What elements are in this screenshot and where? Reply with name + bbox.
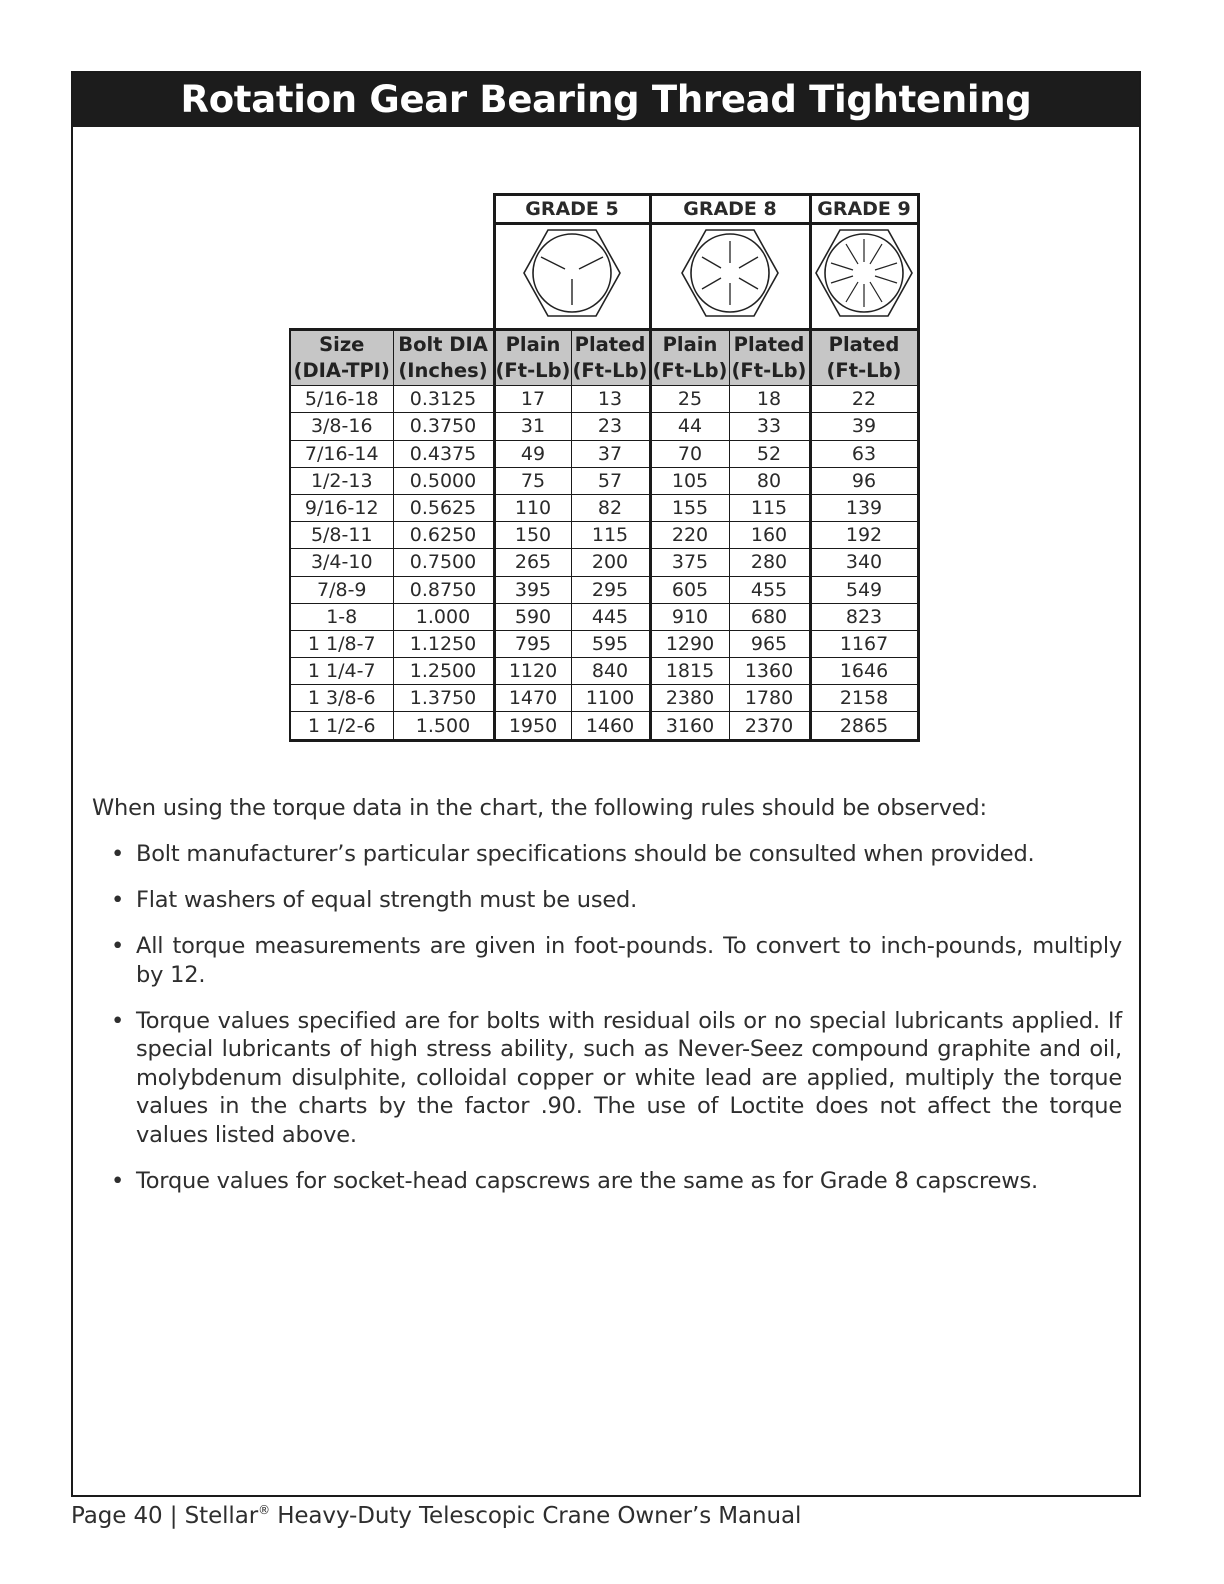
- manual-title: Heavy-Duty Telescopic Crane Owner’s Manual: [277, 1503, 802, 1529]
- cell-g9-plated: 96: [810, 467, 918, 494]
- cell-g8-plated: 1780: [729, 685, 810, 712]
- table-row: [290, 658, 918, 685]
- cell-size: 1-8: [290, 603, 393, 630]
- rule-item: • Flat washers of equal strength must be used.: [111, 887, 638, 913]
- cell-g5-plain: 31: [494, 413, 571, 440]
- cell-size: 3/4-10: [290, 549, 393, 576]
- cell-size: 9/16-12: [290, 494, 393, 521]
- rules-intro: When using the torque data in the chart, the following rules should be observed:: [92, 795, 987, 821]
- cell-g8-plain: 910: [650, 603, 729, 630]
- cell-size: 7/16-14: [290, 440, 393, 467]
- cell-size: 5/8-11: [290, 522, 393, 549]
- table-row: [290, 603, 918, 630]
- cell-g5-plain: 1120: [494, 658, 571, 685]
- rule-item: • Torque values specified are for bolts with residual oils or no special lubricants applied. If special lubricants of high stress ability, such as Never-Seez compound graphite and oil, molybdenum disulphite, colloidal copper or white lead are applied, multiply the torque values in the charts by the factor .90. The use of Loctite does not affect the torque values listed above.: [111, 1007, 1122, 1148]
- cell-size: 7/8-9: [290, 576, 393, 603]
- col-header-bolt-dia: Bolt DIA (Inches): [393, 330, 494, 386]
- grade-8-header: GRADE 8: [650, 195, 810, 224]
- cell-g8-plain: 2380: [650, 685, 729, 712]
- col-header-g8-plain: Plain (Ft-Lb): [650, 330, 729, 386]
- cell-g8-plain: 220: [650, 522, 729, 549]
- grade-9-header: GRADE 9: [810, 195, 918, 224]
- page-frame: [71, 71, 1141, 1497]
- cell-g5-plated: 37: [571, 440, 650, 467]
- cell-size: 1 1/2-6: [290, 712, 393, 740]
- column-header-row: [290, 330, 918, 386]
- cell-g9-plated: 549: [810, 576, 918, 603]
- torque-table-body: [290, 386, 918, 740]
- cell-bolt-dia: 0.7500: [393, 549, 494, 576]
- cell-g8-plain: 70: [650, 440, 729, 467]
- footer-separator: |: [169, 1503, 178, 1529]
- cell-g8-plated: 160: [729, 522, 810, 549]
- cell-size: 1/2-13: [290, 467, 393, 494]
- grade-9-bolt-head-icon: [810, 224, 918, 330]
- bullet-icon: •: [111, 933, 125, 959]
- cell-g8-plain: 25: [650, 386, 729, 413]
- cell-size: 1 3/8-6: [290, 685, 393, 712]
- page-title: Rotation Gear Bearing Thread Tightening Procedure: [73, 73, 1139, 127]
- cell-g5-plated: 1100: [571, 685, 650, 712]
- cell-bolt-dia: 0.8750: [393, 576, 494, 603]
- grade-5-header: GRADE 5: [494, 195, 650, 224]
- cell-bolt-dia: 0.5625: [393, 494, 494, 521]
- cell-g8-plain: 155: [650, 494, 729, 521]
- cell-bolt-dia: 0.3750: [393, 413, 494, 440]
- cell-g5-plain: 265: [494, 549, 571, 576]
- cell-g5-plain: 1950: [494, 712, 571, 740]
- cell-g9-plated: 22: [810, 386, 918, 413]
- cell-g8-plated: 33: [729, 413, 810, 440]
- cell-g5-plated: 200: [571, 549, 650, 576]
- table-row: [290, 685, 918, 712]
- rule-item: • All torque measurements are given in foot-pounds. To convert to inch-pounds, multiply by 12.: [111, 933, 1122, 988]
- cell-g5-plain: 110: [494, 494, 571, 521]
- cell-bolt-dia: 1.2500: [393, 658, 494, 685]
- cell-g5-plain: 150: [494, 522, 571, 549]
- cell-g9-plated: 139: [810, 494, 918, 521]
- col-header-g5-plain: Plain (Ft-Lb): [494, 330, 571, 386]
- registered-mark: ®: [258, 1503, 270, 1517]
- table-row: [290, 386, 918, 413]
- table-row: [290, 522, 918, 549]
- table-row: [290, 630, 918, 657]
- cell-bolt-dia: 0.4375: [393, 440, 494, 467]
- cell-size: 3/8-16: [290, 413, 393, 440]
- cell-g5-plated: 57: [571, 467, 650, 494]
- cell-bolt-dia: 0.3125: [393, 386, 494, 413]
- cell-g8-plated: 18: [729, 386, 810, 413]
- cell-g8-plain: 1290: [650, 630, 729, 657]
- cell-g8-plated: 280: [729, 549, 810, 576]
- cell-g8-plain: 605: [650, 576, 729, 603]
- cell-g9-plated: 63: [810, 440, 918, 467]
- grade-8-bolt-head-icon: [650, 224, 810, 330]
- cell-size: 5/16-18: [290, 386, 393, 413]
- table-row: [290, 440, 918, 467]
- rule-item: • Bolt manufacturer’s particular specifications should be consulted when provided.: [111, 841, 1035, 867]
- grade-5-bolt-head-icon: [494, 224, 650, 330]
- cell-g9-plated: 823: [810, 603, 918, 630]
- rules-list: [111, 840, 1122, 1213]
- table-row: [290, 467, 918, 494]
- cell-g9-plated: 39: [810, 413, 918, 440]
- cell-g9-plated: 2158: [810, 685, 918, 712]
- col-header-g9-plated: Plated (Ft-Lb): [810, 330, 918, 386]
- cell-g5-plated: 295: [571, 576, 650, 603]
- cell-g8-plain: 44: [650, 413, 729, 440]
- cell-bolt-dia: 1.000: [393, 603, 494, 630]
- cell-g5-plated: 445: [571, 603, 650, 630]
- cell-g8-plated: 115: [729, 494, 810, 521]
- page-number: Page 40: [71, 1503, 163, 1529]
- cell-g5-plated: 13: [571, 386, 650, 413]
- cell-g5-plain: 75: [494, 467, 571, 494]
- page-footer: [71, 1503, 801, 1529]
- cell-g8-plated: 455: [729, 576, 810, 603]
- cell-g8-plain: 3160: [650, 712, 729, 740]
- cell-size: 1 1/4-7: [290, 658, 393, 685]
- cell-bolt-dia: 0.5000: [393, 467, 494, 494]
- cell-g5-plain: 49: [494, 440, 571, 467]
- cell-g5-plated: 82: [571, 494, 650, 521]
- cell-g8-plain: 105: [650, 467, 729, 494]
- cell-g5-plain: 395: [494, 576, 571, 603]
- bullet-icon: •: [111, 1007, 125, 1034]
- bullet-icon: •: [111, 887, 125, 913]
- cell-g9-plated: 192: [810, 522, 918, 549]
- cell-g5-plain: 590: [494, 603, 571, 630]
- cell-size: 1 1/8-7: [290, 630, 393, 657]
- torque-table: [289, 193, 920, 742]
- cell-g8-plated: 1360: [729, 658, 810, 685]
- cell-g9-plated: 2865: [810, 712, 918, 740]
- cell-g8-plated: 80: [729, 467, 810, 494]
- col-header-g8-plated: Plated (Ft-Lb): [729, 330, 810, 386]
- cell-g5-plated: 23: [571, 413, 650, 440]
- cell-g5-plain: 1470: [494, 685, 571, 712]
- cell-g8-plated: 965: [729, 630, 810, 657]
- table-row: [290, 413, 918, 440]
- brand-name: Stellar: [184, 1503, 259, 1529]
- table-row: [290, 494, 918, 521]
- cell-g5-plain: 795: [494, 630, 571, 657]
- table-row: [290, 549, 918, 576]
- cell-g8-plain: 1815: [650, 658, 729, 685]
- col-header-size: Size (DIA-TPI): [290, 330, 393, 386]
- cell-g9-plated: 1167: [810, 630, 918, 657]
- cell-g5-plated: 115: [571, 522, 650, 549]
- table-row: [290, 576, 918, 603]
- bullet-icon: •: [111, 1167, 125, 1194]
- cell-g8-plain: 375: [650, 549, 729, 576]
- cell-bolt-dia: 1.500: [393, 712, 494, 740]
- cell-bolt-dia: 1.1250: [393, 630, 494, 657]
- bullet-icon: •: [111, 841, 125, 867]
- rule-item: • Torque values for socket-head capscrews are the same as for Grade 8 capscrews.: [111, 1167, 1038, 1194]
- cell-g5-plated: 595: [571, 630, 650, 657]
- cell-g9-plated: 1646: [810, 658, 918, 685]
- cell-g8-plated: 52: [729, 440, 810, 467]
- col-header-g5-plated: Plated (Ft-Lb): [571, 330, 650, 386]
- table-row: [290, 712, 918, 740]
- cell-g5-plated: 1460: [571, 712, 650, 740]
- cell-bolt-dia: 0.6250: [393, 522, 494, 549]
- cell-g8-plated: 2370: [729, 712, 810, 740]
- cell-g9-plated: 340: [810, 549, 918, 576]
- cell-g8-plated: 680: [729, 603, 810, 630]
- cell-g5-plain: 17: [494, 386, 571, 413]
- cell-g5-plated: 840: [571, 658, 650, 685]
- cell-bolt-dia: 1.3750: [393, 685, 494, 712]
